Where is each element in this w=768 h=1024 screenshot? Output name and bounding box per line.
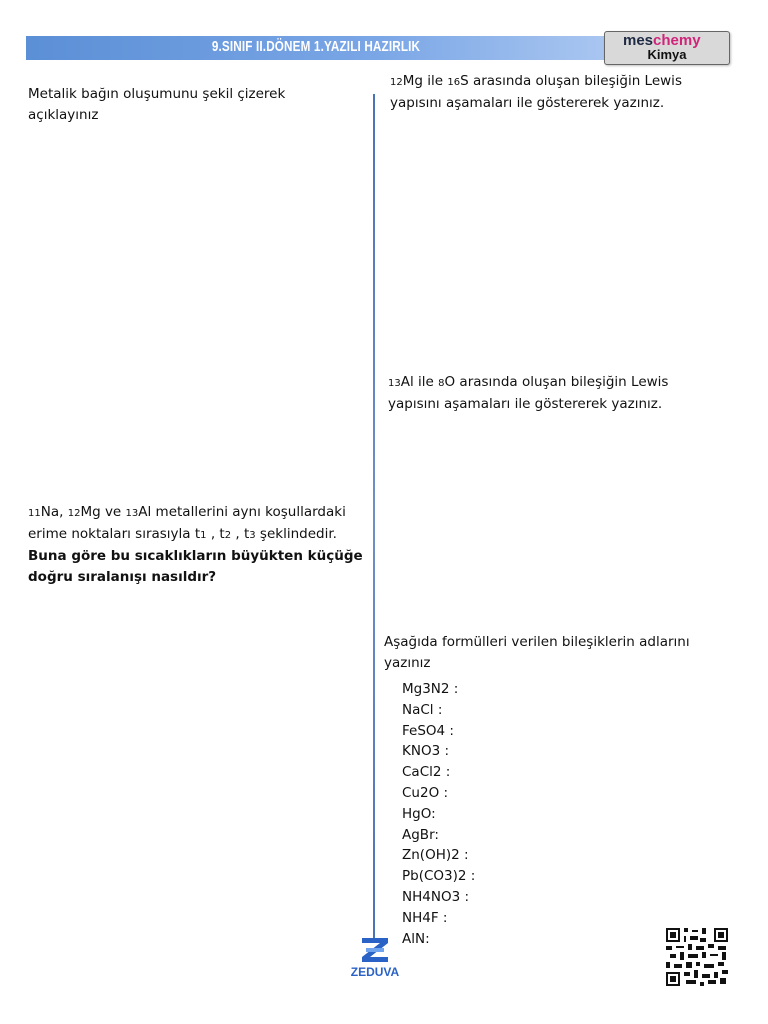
- logo-wordmark: meschemy: [623, 32, 701, 49]
- formula-item: Cu2O :: [402, 784, 449, 801]
- question-melting-points: 11Na, 12Mg ve 13Al metallerini aynı koşullardaki erime noktaları sırasıyla t1 , t2 , t3 şeklindedir. Buna göre bu sıcaklıkların büyükten küçüğe doğru sıralanışı nasıldır?: [28, 504, 363, 585]
- logo-subtitle: Kimya: [647, 47, 687, 62]
- formula-item: KNO3 :: [402, 743, 450, 760]
- column-divider: [373, 94, 375, 940]
- formula-item: NH4F :: [402, 909, 448, 926]
- qr-code-icon: [666, 928, 728, 986]
- question-al-o-lewis: 13Al ile 8O arasında oluşan bileşiğin Lewis yapısını aşamaları ile göstererek yazınız.: [388, 374, 669, 412]
- formula-item: AgBr:: [402, 826, 439, 843]
- page-title: 9.SINIF II.DÖNEM 1.YAZILI HAZIRLIK: [211, 38, 421, 55]
- formula-item: Mg3N2 :: [402, 681, 459, 697]
- formula-item: FeSO4 :: [402, 722, 454, 739]
- mechemy-logo: [604, 31, 730, 65]
- formula-item: Pb(CO3)2 :: [402, 868, 476, 885]
- question-compound-names: Aşağıda formülleri verilen bileşiklerin adlarını yazınız: [384, 634, 690, 671]
- formula-list: [402, 679, 475, 949]
- zeduva-logo: ZEDUVA: [343, 937, 407, 979]
- question-mg-s-lewis: 12Mg ile 16S arasında oluşan bileşiğin Lewis yapısını aşamaları ile göstererek yazınız.: [390, 73, 682, 111]
- zeduva-z-icon: [360, 937, 390, 963]
- formula-item: CaCl2 :: [402, 764, 451, 781]
- formula-item: NH4NO3 :: [402, 888, 469, 905]
- formula-item: HgO:: [402, 805, 436, 822]
- header-banner: [26, 36, 606, 60]
- formula-item: NaCl :: [402, 701, 443, 718]
- formula-item: Zn(OH)2 :: [402, 847, 469, 864]
- question-metallic-bond: Metalik bağın oluşumunu şekil çizerek açıklayınız: [28, 86, 286, 123]
- formula-item: AlN:: [402, 930, 430, 947]
